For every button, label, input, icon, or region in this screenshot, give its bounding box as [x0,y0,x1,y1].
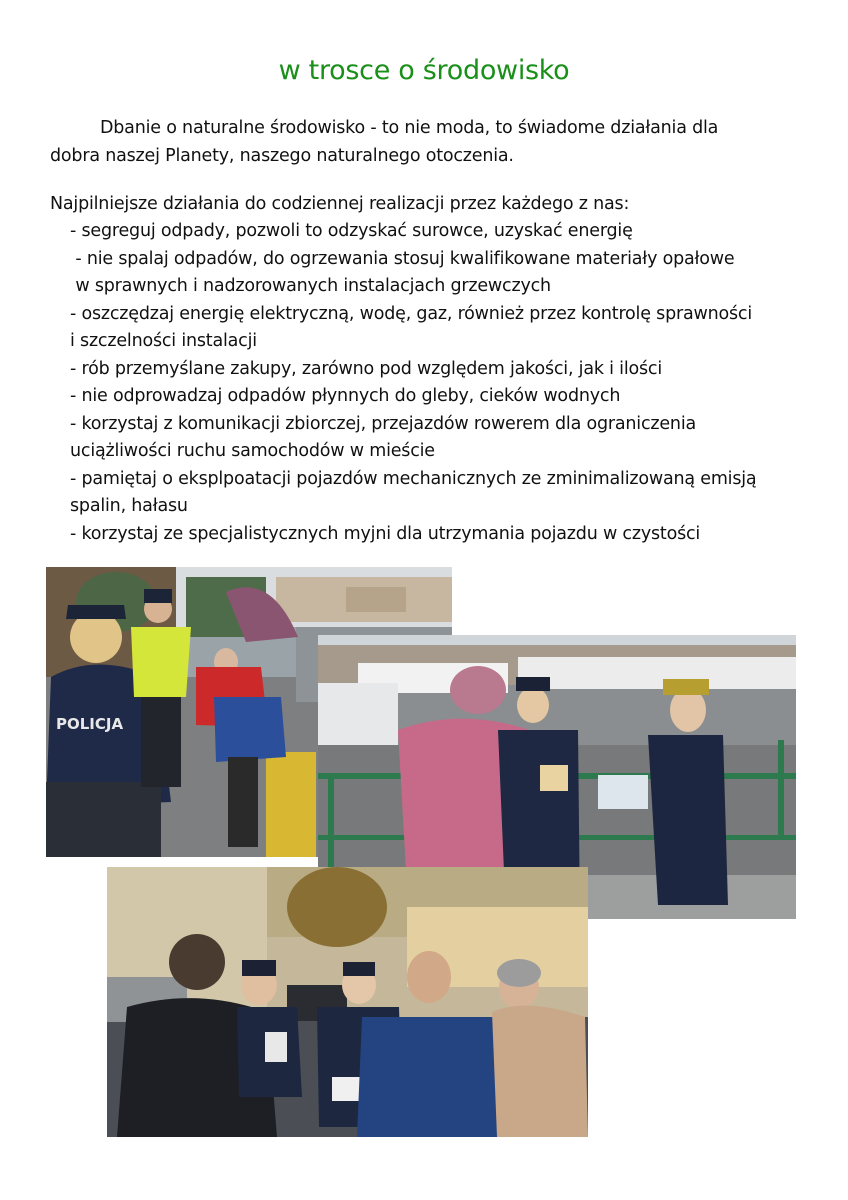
list-item: - nie odprowadzaj odpadów płynnych do gleby, cieków wodnych [70,386,621,406]
action-list [70,218,810,548]
list-item: w sprawnych i nadzorowanych instalacjach grzewczych [70,276,551,296]
list-item: - segreguj odpady, pozwoli to odzyskać surowce, uzyskać energię [70,221,633,241]
list-item: - oszczędzaj energię elektryczną, wodę, gaz, również przez kontrolę sprawności [70,303,753,324]
list-item: - nie spalaj odpadów, do ogrzewania stosuj kwalifikowane materiały opałowe [70,248,735,269]
list-item: - rób przemyślane zakupy, zarówno pod względem jakości, jak i ilości [70,358,663,379]
list-item: spalin, hałasu [70,496,188,516]
intro-paragraph [50,114,810,170]
vest-label: POLICJA [56,715,124,733]
intro-line-2: dobra naszej Planety, naszego naturalnego otoczenia. [50,146,514,166]
list-item: - korzystaj z komunikacji zbiorczej, przejazdów rowerem dla ograniczenia [70,413,697,434]
page-title: w trosce o środowisko [278,55,570,86]
intro-line-1: Dbanie o naturalne środowisko - to nie moda, to świadome działania dla [100,118,719,138]
list-item: - pamiętaj o eksplpoatacji pojazdów mechanicznych ze zminimalizowaną emisją [70,468,757,489]
list-item: - korzystaj ze specjalistycznych myjni dla utrzymania pojazdu w czystości [70,523,701,544]
list-item: uciążliwości ruchu samochodów w mieście [70,441,435,461]
photo-group-leaflets [107,867,588,1137]
list-item: i szczelności instalacji [70,331,257,351]
list-lead: Najpilniejsze działania do codziennej realizacji przez każdego z nas: [50,194,630,214]
